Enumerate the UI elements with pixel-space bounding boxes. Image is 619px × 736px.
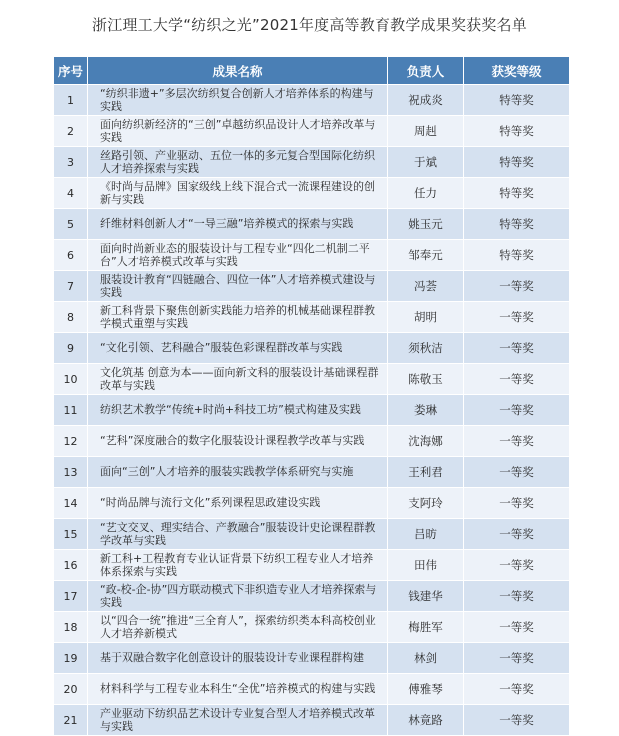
cell-name: “政-校-企-协”四方联动模式下非织造专业人才培养探索与实践 (88, 581, 388, 612)
table-row (54, 271, 570, 302)
table-row (54, 395, 570, 426)
cell-level: 一等奖 (464, 395, 570, 426)
cell-seq: 4 (54, 178, 88, 209)
cell-level: 一等奖 (464, 488, 570, 519)
table-row (54, 85, 570, 116)
cell-level: 一等奖 (464, 364, 570, 395)
cell-name: “艺科”深度融合的数字化服装设计课程教学改革与实践 (88, 426, 388, 457)
cell-leader: 冯荟 (388, 271, 464, 302)
cell-seq: 10 (54, 364, 88, 395)
cell-level: 特等奖 (464, 116, 570, 147)
header-level: 获奖等级 (464, 57, 570, 85)
cell-seq: 15 (54, 519, 88, 550)
table-row (54, 488, 570, 519)
cell-seq: 11 (54, 395, 88, 426)
cell-seq: 9 (54, 333, 88, 364)
header-leader: 负责人 (388, 57, 464, 85)
cell-name: 新工科背景下聚焦创新实践能力培养的机械基础课程群教学模式重塑与实践 (88, 302, 388, 333)
cell-name: 基于双融合数字化创意设计的服装设计专业课程群构建 (88, 643, 388, 674)
page-title: 浙江理工大学“纺织之光”2021年度高等教育教学成果奖获奖名单 (92, 16, 527, 34)
cell-name: “时尚品牌与流行文化”系列课程思政建设实践 (88, 488, 388, 519)
table-row (54, 116, 570, 147)
table-row (54, 519, 570, 550)
cell-seq: 16 (54, 550, 88, 581)
cell-leader: 娄琳 (388, 395, 464, 426)
cell-leader: 邹奉元 (388, 240, 464, 271)
award-table (53, 56, 570, 736)
table-row (54, 705, 570, 736)
cell-leader: 支阿玲 (388, 488, 464, 519)
cell-leader: 沈海娜 (388, 426, 464, 457)
cell-level: 一等奖 (464, 302, 570, 333)
cell-seq: 19 (54, 643, 88, 674)
cell-level: 特等奖 (464, 147, 570, 178)
table-row (54, 209, 570, 240)
cell-name: “文化引领、艺科融合”服装色彩课程群改革与实践 (88, 333, 388, 364)
cell-leader: 陈敬玉 (388, 364, 464, 395)
table-row (54, 612, 570, 643)
cell-name: 纺织艺术教学“传统+时尚+科技工坊”模式构建及实践 (88, 395, 388, 426)
table-row (54, 550, 570, 581)
cell-level: 一等奖 (464, 457, 570, 488)
cell-name: 服装设计教育“四链融合、四位一体”人才培养模式建设与实践 (88, 271, 388, 302)
cell-name: 面向时尚新业态的服装设计与工程专业“四化二机制二平台”人才培养模式改革与实践 (88, 240, 388, 271)
cell-seq: 20 (54, 674, 88, 705)
cell-leader: 林剑 (388, 643, 464, 674)
header-seq: 序号 (54, 57, 88, 85)
cell-seq: 17 (54, 581, 88, 612)
cell-seq: 6 (54, 240, 88, 271)
table-row (54, 364, 570, 395)
cell-level: 一等奖 (464, 643, 570, 674)
cell-level: 一等奖 (464, 674, 570, 705)
cell-name: 面向“三创”人才培养的服装实践教学体系研究与实施 (88, 457, 388, 488)
cell-name: 新工科+工程教育专业认证背景下纺织工程专业人才培养体系探索与实践 (88, 550, 388, 581)
cell-leader: 吕昉 (388, 519, 464, 550)
cell-name: 丝路引领、产业驱动、五位一体的多元复合型国际化纺织人才培养探索与实践 (88, 147, 388, 178)
table-row (54, 426, 570, 457)
cell-name: 产业驱动下纺织品艺术设计专业复合型人才培养模式改革与实践 (88, 705, 388, 736)
cell-leader: 钱建华 (388, 581, 464, 612)
cell-level: 特等奖 (464, 178, 570, 209)
cell-seq: 18 (54, 612, 88, 643)
cell-seq: 13 (54, 457, 88, 488)
cell-name: 材料科学与工程专业本科生“全优”培养模式的构建与实践 (88, 674, 388, 705)
cell-level: 一等奖 (464, 333, 570, 364)
table-body (54, 85, 570, 736)
cell-name: “纺织非遗+”多层次纺织复合创新人才培养体系的构建与实践 (88, 85, 388, 116)
cell-seq: 5 (54, 209, 88, 240)
cell-leader: 姚玉元 (388, 209, 464, 240)
cell-leader: 田伟 (388, 550, 464, 581)
cell-level: 一等奖 (464, 705, 570, 736)
cell-seq: 21 (54, 705, 88, 736)
cell-seq: 2 (54, 116, 88, 147)
cell-name: 文化筑基 创意为本——面向新文科的服装设计基础课程群改革与实践 (88, 364, 388, 395)
cell-leader: 于斌 (388, 147, 464, 178)
cell-seq: 7 (54, 271, 88, 302)
cell-leader: 傅雅琴 (388, 674, 464, 705)
cell-level: 一等奖 (464, 550, 570, 581)
cell-level: 一等奖 (464, 426, 570, 457)
cell-level: 特等奖 (464, 209, 570, 240)
cell-level: 一等奖 (464, 581, 570, 612)
table-row (54, 333, 570, 364)
cell-leader: 胡明 (388, 302, 464, 333)
cell-seq: 12 (54, 426, 88, 457)
cell-name: 面向纺织新经济的“三创”卓越纺织品设计人才培养改革与实践 (88, 116, 388, 147)
cell-seq: 3 (54, 147, 88, 178)
cell-seq: 1 (54, 85, 88, 116)
table-row (54, 147, 570, 178)
table-header-row (54, 57, 570, 85)
cell-level: 特等奖 (464, 240, 570, 271)
cell-level: 一等奖 (464, 612, 570, 643)
table-row (54, 643, 570, 674)
cell-level: 一等奖 (464, 271, 570, 302)
table-row (54, 178, 570, 209)
cell-name: 《时尚与品牌》国家级线上线下混合式一流课程建设的创新与实践 (88, 178, 388, 209)
cell-name: 纤维材料创新人才“一导三融”培养模式的探索与实践 (88, 209, 388, 240)
cell-leader: 王利君 (388, 457, 464, 488)
table-row (54, 581, 570, 612)
table-row (54, 674, 570, 705)
cell-level: 特等奖 (464, 85, 570, 116)
cell-seq: 8 (54, 302, 88, 333)
cell-seq: 14 (54, 488, 88, 519)
table-row (54, 240, 570, 271)
cell-leader: 祝成炎 (388, 85, 464, 116)
cell-leader: 任力 (388, 178, 464, 209)
table-row (54, 457, 570, 488)
cell-leader: 林竟路 (388, 705, 464, 736)
cell-name: 以“四合一统”推进“三全育人”，探索纺织类本科高校创业人才培养新模式 (88, 612, 388, 643)
table-row (54, 302, 570, 333)
cell-leader: 梅胜军 (388, 612, 464, 643)
cell-leader: 周赳 (388, 116, 464, 147)
header-name: 成果名称 (88, 57, 388, 85)
cell-leader: 须秋洁 (388, 333, 464, 364)
cell-name: “艺文交叉、理实结合、产教融合”服装设计史论课程群教学改革与实践 (88, 519, 388, 550)
cell-level: 一等奖 (464, 519, 570, 550)
